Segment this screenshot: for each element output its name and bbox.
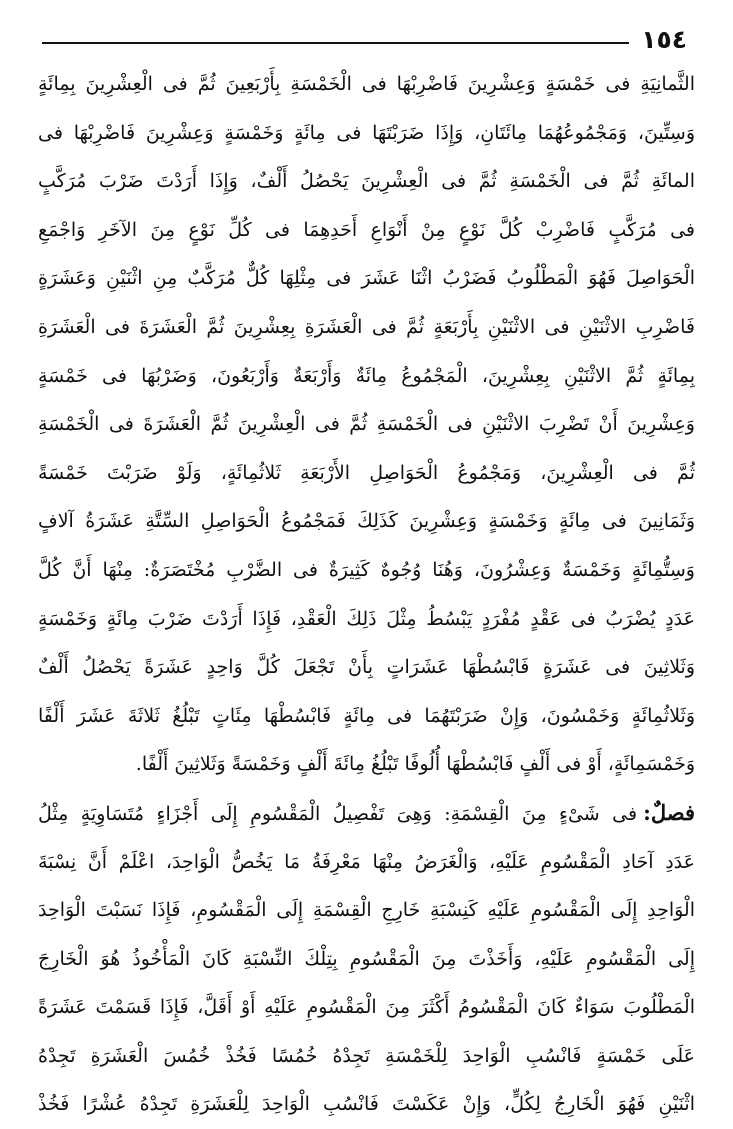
text-line: الْحَوَاصِلَ فَهُوَ الْمَطْلُوبُ فَضَرْبُ اثْنَا عَشَرَ فى مِثْلِهَا كُلٌّ مُرَكَّبٌ مِنِ اثْنَيْنِ وَعَشَرَةٍ [38, 267, 695, 290]
text-line: عَلَى خَمْسَةٍ فَانْسُبِ الْوَاحِدَ لِلْخَمْسَةِ تَجِدْهُ خُمُسًا فَخُذْ خُمُسَ الْعَشَرَةِ تَجِدْهُ [38, 1044, 695, 1067]
text-line: وَثَلاثُمِائَةٍ وَخَمْسُونَ، وَإِنْ ضَرَبْتَهُمَا فى مِائَةٍ فَابْسُطْهَا مِئَاتٍ تَبْلُغُ ثَلاثَةَ عَشَرَ أَلْفًا [38, 704, 695, 727]
text-line: فى مُرَكَّبٍ فَاضْرِبْ كُلَّ نَوْعٍ مِنْ أَنْوَاعِ أَحَدِهِمَا فى كُلِّ نَوْعٍ مِنَ الآخَرِ وَاجْمَعِ [38, 218, 695, 241]
text-line: وَثَمَانِينَ فى مِائَةٍ وَخَمْسَةٍ وَعِشْرِينَ كَذَلِكَ فَمَجْمُوعُ الْحَوَاصِلِ السِّتَّةِ عَشَرَةُ آلافٍ [38, 510, 695, 533]
text-line: اثْنَيْنِ فَهُوَ الْخَارِجُ لِكُلٍّ، وَإِنْ عَكَسْتَ فَانْسُبِ الْوَاحِدَ لِلْعَشَرَةِ تَجِدْهُ عُشْرًا فَخُذْ [38, 1093, 695, 1116]
text-line: عَدَدِ آحَادِ الْمَقْسُومِ عَلَيْهِ، وَالْغَرَضُ مِنْهَا مَعْرِفَةُ مَا يَخُصُّ الْوَاحِدَ، اعْلَمْ أَنَّ نِسْبَةَ [38, 850, 695, 873]
text-line: ثُمَّ فى الْعِشْرِينَ، وَمَجْمُوعُ الْحَوَاصِلِ الأَرْبَعَةِ ثَلاثُمِائَةٍ، وَلَوْ ضَرَبْتَ خَمْسَةً [38, 461, 695, 484]
text-line: الْمَطْلُوبَ سَوَاءٌ كَانَ الْمَقْسُومُ أَكْثَرَ مِنَ الْمَقْسُومِ عَلَيْهِ أَوْ أَقَلَّ، فَإِذَا قَسَمْتَ عَشَرَةً [38, 996, 695, 1019]
section-first-line: فى شَىْءٍ مِنَ الْقِسْمَةِ: وَهِىَ تَفْصِيلُ الْمَقْسُومِ إِلَى أَجْزَاءٍ مُتَسَاوِيَةٍ مِثْلُ [38, 802, 638, 825]
text-line: إِلَى الْمَقْسُومِ عَلَيْهِ، وَأَخَذْتَ مِنَ الْمَقْسُومِ بِتِلْكَ النِّسْبَةِ كَانَ الْمَأْخُوذُ هُوَ الْخَارِجَ [38, 947, 695, 970]
text-line: المائَةِ ثُمَّ فى الْخَمْسَةِ ثُمَّ فى الْعِشْرِينَ يَحْصُلُ أَلْفٌ، وَإِذَا أَرَدْتَ ضَرْبَ مُرَكَّبٍ [38, 170, 695, 193]
text-line: عَدَدٍ يُضْرَبُ فى عَقْدٍ مُفْرَدٍ يَبْسُطُ مِثْلَ ذَلِكَ الْعَقْدِ، فَإِذَا أَرَدْتَ ضَرْبَ مِائَةٍ وَخَمْسَةٍ [38, 607, 695, 630]
text-line: فَاضْرِبِ الاثْنَيْنِ فى الاثْنَيْنِ بِأَرْبَعَةٍ ثُمَّ فى الْعَشَرَةِ بِعِشْرِينَ ثُمَّ الْعَشَرَةَ فى الْعَشَرَةِ [38, 315, 695, 338]
text-line: الْوَاحِدِ إِلَى الْمَقْسُومِ عَلَيْهِ كَنِسْبَةِ خَارِجِ الْقِسْمَةِ إِلَى الْمَقْسُومِ، فَإِذَا نَسَبْتَ الْوَاحِدَ [38, 899, 695, 922]
text-line: الثَّمانِيَةِ فى خَمْسَةٍ وَعِشْرِينَ فَاضْرِبْهَا فى الْخَمْسَةِ بِأَرْبَعِينَ ثُمَّ فى الْعِشْرِينَ بِمِائَةٍ [38, 73, 695, 95]
page-number: ١٥٤ [641, 24, 687, 54]
text-line: وَعِشْرِينَ أَنْ تَضْرِبَ الاثْنَيْنِ فى الْخَمْسَةِ ثُمَّ فى الْعِشْرِينَ ثُمَّ الْعَشَرَةَ فى الْخَمْسَةِ [38, 413, 695, 436]
header-rule [42, 42, 629, 44]
page-header [42, 22, 687, 56]
text-line: وَسِتُّمِائَةٍ وَخَمْسَةٌ وَعِشْرُونَ، وَهُنَا وُجُوهٌ كَثِيرَةٌ فى الضَّرْبِ مُخْتَصَرَةٌ: مِنْهَا أَنَّ كُلَّ [38, 558, 695, 581]
paragraph-last-line: وَخَمْسَمِائَةٍ، أَوْ فى أَلْفٍ فَابْسُطْهَا أُلُوفًا تَبْلُغُ مِائَةَ أَلْفٍ وَخَمْسَةً وَثَلاثِينَ أَلْفًا. [135, 753, 695, 776]
section-heading-line [38, 789, 695, 838]
text-line: وَسِتِّينَ، وَمَجْمُوعُهُمَا مِائَتَانِ، وَإِذَا ضَرَبْتَهَا فى مِائَةٍ وَخَمْسَةٍ وَعِشْرِينَ فَاضْرِبْهَا فى [38, 121, 695, 144]
text-line: بِمِائَةٍ ثُمَّ الاثْنَيْنِ بِعِشْرِينَ، الْمَجْمُوعُ مِائَةٌ وَأَرْبَعَةٌ وَأَرْبَعُونَ، وَضَرْبُهَا فى خَمْسَةٍ [38, 364, 695, 387]
body-text [38, 60, 695, 1129]
text-line: وَثَلاثِينَ فى عَشَرَةٍ فَابْسُطْهَا عَشَرَاتٍ بِأَنْ تَجْعَلَ كُلَّ وَاحِدٍ عَشَرَةً يَحْصُلُ أَلْفٌ [38, 656, 695, 679]
section-title: فصلٌ: [643, 799, 695, 825]
